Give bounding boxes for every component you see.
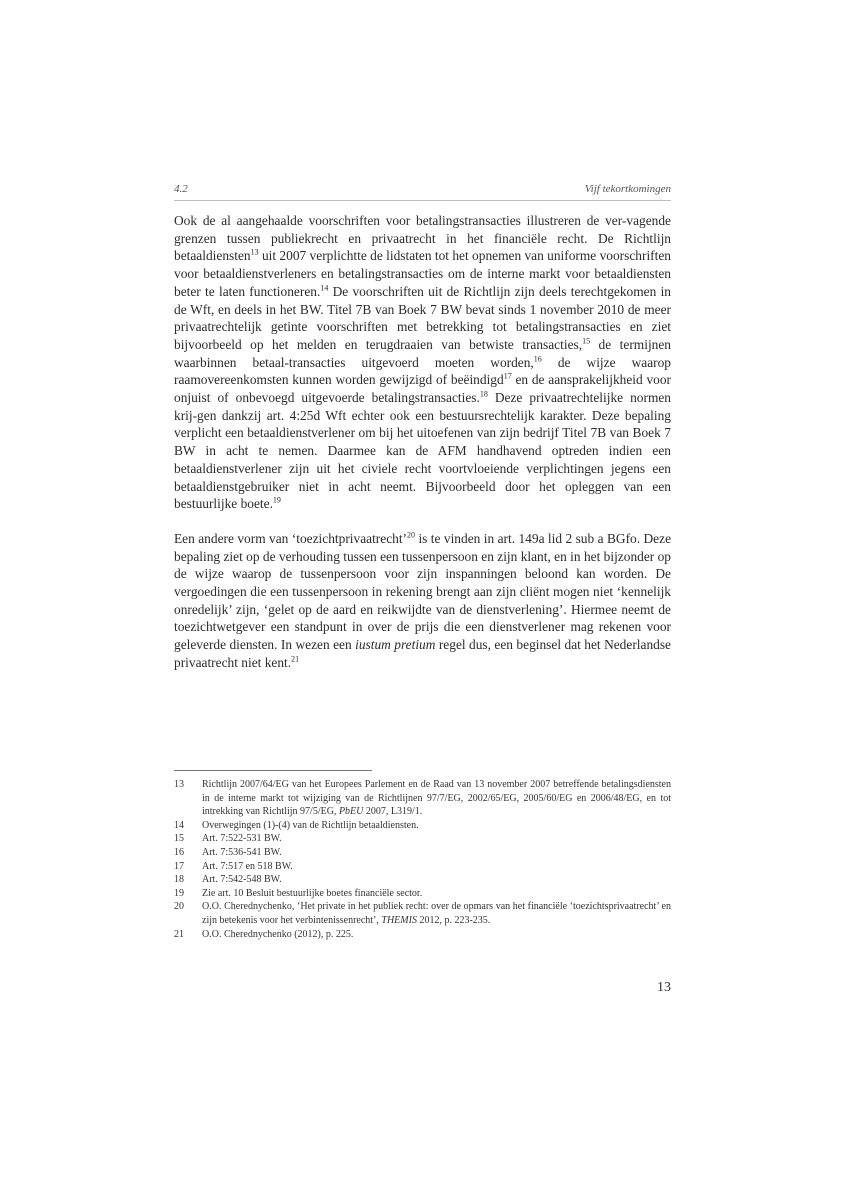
footnote-reference: 19 <box>272 495 281 505</box>
text-run: de termijnen waarbinnen betaal-transacties uitgevoerd moeten worden, <box>174 336 671 370</box>
footnote-text <box>202 846 671 860</box>
footnote-number: 13 <box>174 779 184 790</box>
footnote <box>174 832 671 846</box>
footnote <box>174 928 671 942</box>
footnote <box>174 900 671 927</box>
italic-text: PbEU <box>338 806 364 818</box>
footnote-reference: 16 <box>533 354 542 364</box>
text-run: Deze privaatrechtelijke normen krij-gen dankzij art. 4:25d Wft echter ook een bestuursrechtelijk karakter. Deze bepaling verplicht een betaaldienstverlener om bij het uitoefenen van zijn bedrijf Titel 7B van Boek 7 BW in acht te nemen. Daarmee kan de AFM handhavend optreden indien een betaaldienstverlener zijn uit het civiele recht voortvloeiende verplichtingen jegens een betaaldienstgebruiker niet in acht neemt. Bijvoorbeeld door het opleggen van een bestuurlijke boete. <box>174 390 671 512</box>
text-run: Overwegingen (1)-(4) van de Richtlijn betaaldiensten. <box>202 819 419 831</box>
footnote-reference: 15 <box>582 336 591 346</box>
italic-text: iustum pretium <box>355 637 436 653</box>
body-text <box>174 212 671 689</box>
text-run: en de aansprakelijkheid voor onjuist of onbevoegd uitgevoerde betalingstransacties. <box>174 372 672 406</box>
footnote-number: 16 <box>174 846 184 858</box>
text-run: De voorschriften uit de Richtlijn zijn deels terechtgekomen in de Wft, en deels in het BW. Titel 7B van Boek 7 BW bevat sinds 1 november 2010 de meer privaatrechtelijk getinte voorschriften met betrekking tot betalingstransacties en ziet bijvoorbeeld op het melden en terugdraaien van betwiste transacties, <box>174 283 671 352</box>
text-run: is te vinden in art. 149a lid 2 sub a BGfo. Deze bepaling ziet op de verhouding tussen een tussenpersoon en zijn klant, en in het bijzonder op de wijze waarop de tussenpersoon voor zijn inspanningen beloond kan worden. De vergoedingen die een tussenpersoon in rekening brengt aan zijn cliënt mogen niet ‘kennelijk onredelijk’ zijn, ‘gelet op de aard en reikwijdte van de dienstverlening’. Hiermee neemt de toezichtwetgever een standpunt in over de prijs die een dienstverlener mag rekenen voor geleverde diensten. In wezen een <box>174 530 672 653</box>
footnote-text <box>202 900 671 927</box>
footnote-divider <box>174 770 372 771</box>
footnote-number: 19 <box>174 887 184 899</box>
footnote-reference: 17 <box>503 371 512 381</box>
text-run: Art. 7:522-531 BW. <box>202 833 282 845</box>
footnote-number: 14 <box>174 819 184 831</box>
text-run: Ook de al aangehaalde voorschriften voor betalingstransacties illustreren de ver-vagende grenzen tussen publiekrecht en privaatrecht in het financiële recht. De Richtlijn betaaldiensten <box>174 213 671 264</box>
text-run: O.O. Cherednychenko, ‘Het private in het publiek recht: over de opmars van het financiële ‘toezichtsprivaatrecht’ en zijn betekenis voor het verbintenissenrecht’, <box>202 901 671 926</box>
footnote-number: 20 <box>174 901 184 913</box>
text-run: 2012, p. 223-235. <box>416 914 491 926</box>
footnote <box>174 873 671 887</box>
italic-text: THEMIS <box>381 914 417 926</box>
footnote-reference: 13 <box>250 247 259 257</box>
section-number: 4.2 <box>174 183 188 195</box>
footnote-text <box>202 860 671 874</box>
text-run: Zie art. 10 Besluit bestuurlijke boetes financiële sector. <box>202 887 423 899</box>
paragraph <box>174 212 671 513</box>
footnotes <box>174 778 671 941</box>
footnote-number: 21 <box>174 928 184 940</box>
footnote <box>174 887 671 901</box>
chapter-title: Vijf tekortkomingen <box>584 183 671 195</box>
footnote-number: 15 <box>174 833 184 845</box>
footnote-reference: 18 <box>479 389 488 399</box>
page-number: 13 <box>657 980 671 995</box>
footnote <box>174 819 671 833</box>
footnote <box>174 846 671 860</box>
footnote <box>174 860 671 874</box>
footnote-reference: 20 <box>407 530 416 540</box>
text-run: regel dus, een beginsel dat het Nederlandse privaatrecht niet kent. <box>174 637 671 670</box>
footnote-number: 18 <box>174 874 184 886</box>
text-run: Art. 7:536-541 BW. <box>202 846 282 858</box>
text-run: Art. 7:542-548 BW. <box>202 874 282 886</box>
footnote-text <box>202 832 671 846</box>
footnote-text <box>202 928 671 942</box>
footnote-text <box>202 873 671 887</box>
text-run: O.O. Cherednychenko (2012), p. 225. <box>202 928 354 940</box>
footnote-text <box>202 819 671 833</box>
text-run: Een andere vorm van ‘toezichtprivaatrecht’ <box>174 530 408 546</box>
text-run: de wijze waarop raamovereenkomsten kunnen worden gewijzigd of beëindigd <box>174 354 671 388</box>
footnote-reference: 14 <box>320 283 329 293</box>
footnote-reference: 21 <box>291 654 300 664</box>
footnote-text <box>202 778 671 819</box>
footnote-text <box>202 887 671 901</box>
footnote-number: 17 <box>174 860 184 872</box>
text-run: uit 2007 verplichtte de lidstaten tot het opnemen van uniforme voorschriften voor betaaldienstverleners en betalingstransacties om de interne markt voor betaaldiensten beter te laten functioneren. <box>174 248 671 299</box>
footnote <box>174 778 671 819</box>
running-head <box>174 183 671 201</box>
text-run: 2007, L319/1. <box>363 806 423 818</box>
text-run: Richtlijn 2007/64/EG van het Europees Parlement en de Raad van 13 november 2007 betreffende betalingsdiensten in de interne markt tot wijziging van de Richtlijnen 97/7/EG, 2002/65/EG, 2005/60/EG en 2006/48/EG, en tot intrekking van Richtlijn 97/5/EG, <box>202 779 671 818</box>
paragraph <box>174 530 671 672</box>
text-run: Art. 7:517 en 518 BW. <box>202 860 293 872</box>
